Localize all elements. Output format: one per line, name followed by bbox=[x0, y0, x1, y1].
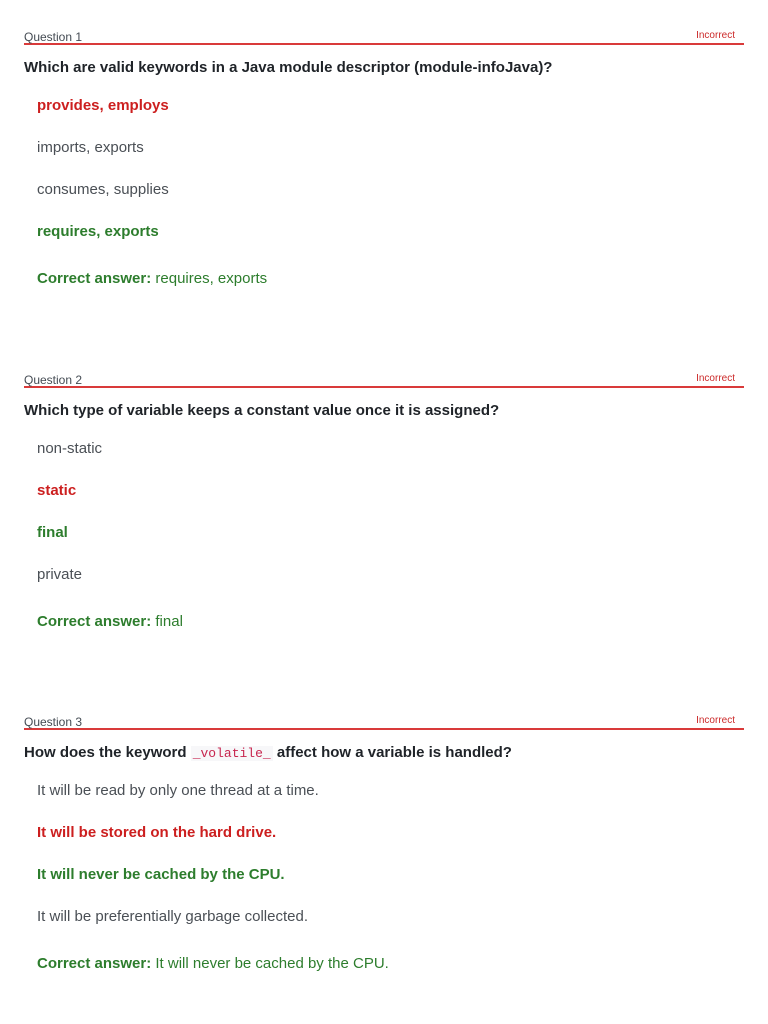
status-badge: Incorrect bbox=[696, 30, 735, 41]
answer-option[interactable]: It will be preferentially garbage collected. bbox=[37, 908, 308, 925]
answer-option[interactable]: It will never be cached by the CPU. bbox=[37, 866, 285, 883]
answer-option[interactable]: consumes, supplies bbox=[37, 181, 169, 198]
answer-option[interactable]: imports, exports bbox=[37, 139, 144, 156]
answer-option[interactable]: non-static bbox=[37, 440, 103, 457]
question-number: Question 3 bbox=[24, 715, 83, 729]
question-header bbox=[24, 367, 744, 388]
question-text-part: Which are valid keywords in a Java module descriptor (module-infoJava)? bbox=[24, 59, 553, 76]
question-text-part: affect how a variable is handled? bbox=[272, 744, 512, 761]
question-text bbox=[24, 402, 499, 419]
question-3 bbox=[24, 709, 744, 972]
correct-answer-label: Correct answer: bbox=[37, 613, 152, 630]
status-badge: Incorrect bbox=[696, 715, 735, 726]
status-badge: Incorrect bbox=[696, 373, 735, 384]
code-keyword: _volatile_ bbox=[192, 746, 271, 761]
question-header bbox=[24, 709, 744, 730]
correct-answer-label: Correct answer: bbox=[37, 270, 152, 287]
correct-answer bbox=[37, 613, 183, 630]
question-number: Question 2 bbox=[24, 373, 83, 387]
correct-answer-value: It will never be cached by the CPU. bbox=[155, 955, 389, 972]
question-1 bbox=[24, 24, 744, 287]
answer-option[interactable]: It will be read by only one thread at a time. bbox=[37, 782, 319, 799]
question-text bbox=[24, 59, 552, 76]
answer-option[interactable]: It will be stored on the hard drive. bbox=[37, 824, 277, 841]
correct-answer bbox=[37, 270, 267, 287]
question-header bbox=[24, 24, 744, 45]
question-text bbox=[24, 744, 512, 761]
question-text-part: How does the keyword bbox=[24, 744, 191, 761]
correct-answer bbox=[37, 955, 389, 972]
answer-option[interactable]: provides, employs bbox=[37, 97, 169, 114]
answer-option[interactable]: static bbox=[37, 482, 77, 499]
correct-answer-value: final bbox=[155, 613, 183, 630]
question-text-part: Which type of variable keeps a constant value once it is assigned? bbox=[24, 402, 500, 419]
answer-option[interactable]: final bbox=[37, 524, 68, 541]
correct-answer-value: requires, exports bbox=[155, 270, 268, 287]
question-2 bbox=[24, 367, 744, 630]
answer-option[interactable]: private bbox=[37, 566, 83, 583]
correct-answer-label: Correct answer: bbox=[37, 955, 152, 972]
question-number: Question 1 bbox=[24, 30, 83, 44]
answer-option[interactable]: requires, exports bbox=[37, 223, 159, 240]
